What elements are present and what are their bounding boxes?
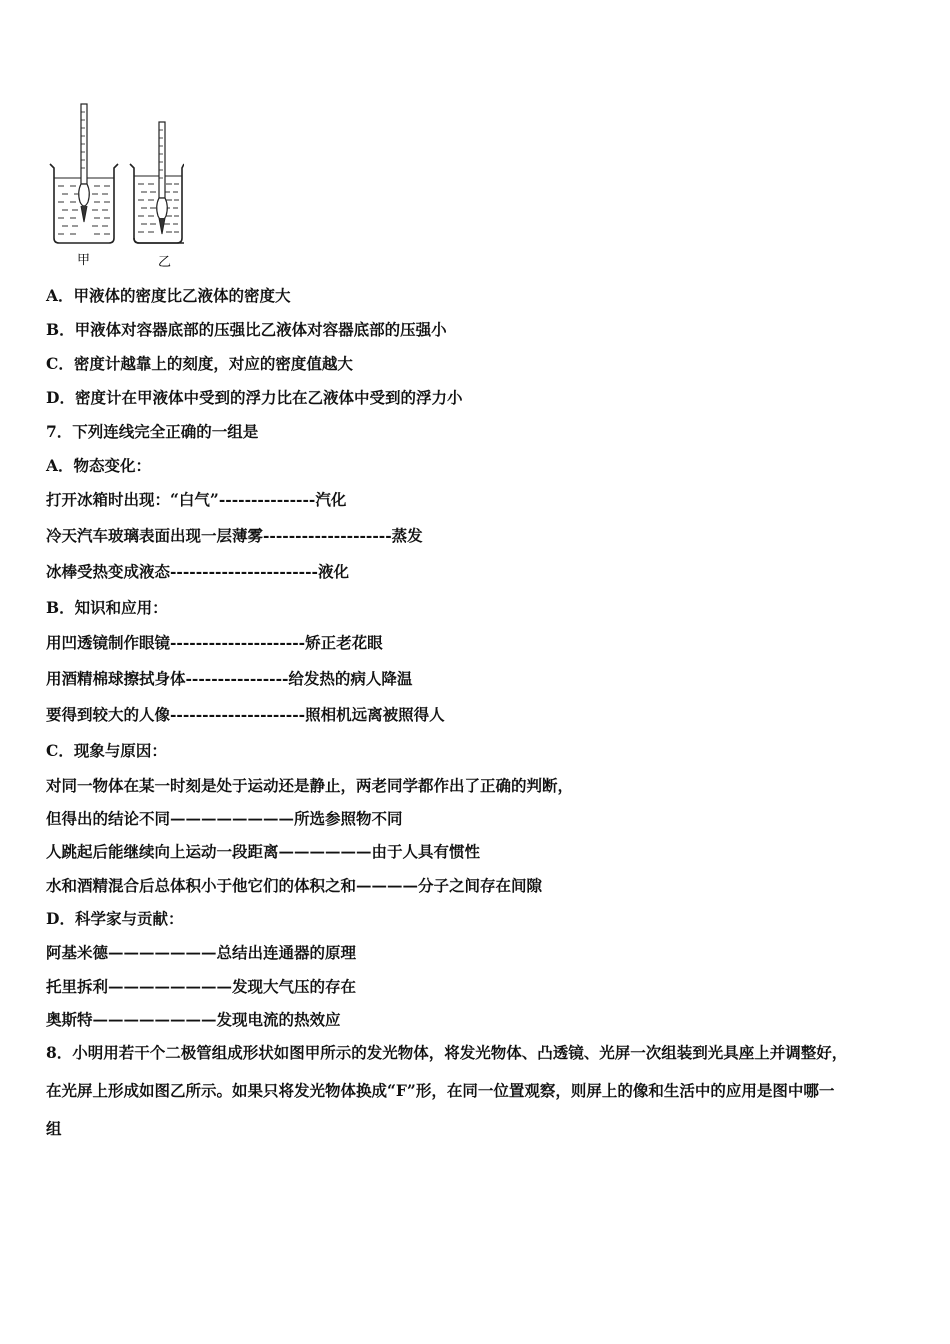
q7-c-line-4: 水和酒精混合后总体积小于他它们的体积之和————分子之间存在间隙 (46, 876, 543, 895)
q7-a-line-1: 打开冰箱时出现：“白气”---------------汽化 (46, 490, 347, 509)
densimeter-figure (44, 98, 184, 273)
q7-c-title: C．现象与原因： (46, 741, 167, 760)
beaker-yi (130, 122, 184, 243)
q7-a-line-2: 冷天汽车玻璃表面出现一层薄雾--------------------蒸发 (46, 526, 423, 545)
q7-stem: 7．下列连线完全正确的一组是 (46, 422, 259, 441)
densimeter-beakers-diagram (44, 98, 184, 273)
q7-b-line-3: 要得到较大的人像---------------------照相机远离被照得人 (46, 705, 445, 724)
q7-b-line-2: 用酒精棉球擦拭身体----------------给发热的病人降温 (46, 669, 413, 688)
q7-c-line-1: 对同一物体在某一时刻是处于运动还是静止，两老同学都作出了正确的判断， (46, 776, 574, 795)
q8-line-1: 8．小明用若干个二极管组成形状如图甲所示的发光物体，将发光物体、凸透镜、光屏一次组装到光具座上并调整好， (46, 1043, 848, 1062)
q6-option-c: C．密度计越靠上的刻度，对应的密度值越大 (46, 354, 353, 373)
beaker-jia (50, 104, 118, 243)
q7-c-line-2: 但得出的结论不同————————所选参照物不同 (46, 809, 403, 828)
q8-line-3: 组 (46, 1119, 62, 1138)
q7-a-title: A．物态变化： (46, 456, 152, 475)
q6-option-d: D．密度计在甲液体中受到的浮力比在乙液体中受到的浮力小 (46, 388, 463, 407)
q7-d-line-2: 托里拆利————————发现大气压的存在 (46, 977, 357, 996)
q8-line-2: 在光屏上形成如图乙所示。如果只将发光物体换成“F”形，在同一位置观察，则屏上的像和生活中的应用是图中哪一 (46, 1081, 835, 1100)
q7-d-line-1: 阿基米德———————总结出连通器的原理 (46, 943, 357, 962)
q6-option-a: A．甲液体的密度比乙液体的密度大 (46, 286, 291, 305)
figure-label-jia: 甲 (77, 253, 91, 268)
q7-d-line-3: 奥斯特————————发现电流的热效应 (46, 1010, 341, 1029)
q6-option-b: B．甲液体对容器底部的压强比乙液体对容器底部的压强小 (46, 320, 447, 339)
q7-d-title: D．科学家与贡献： (46, 909, 184, 928)
figure-label-yi: 乙 (158, 255, 172, 270)
q7-b-line-1: 用凹透镜制作眼镜---------------------矫正老花眼 (46, 633, 383, 652)
q7-a-line-3: 冰棒受热变成液态-----------------------液化 (46, 562, 349, 581)
q7-b-title: B．知识和应用： (46, 598, 168, 617)
q7-c-line-3: 人跳起后能继续向上运动一段距离——————由于人具有惯性 (46, 842, 481, 861)
